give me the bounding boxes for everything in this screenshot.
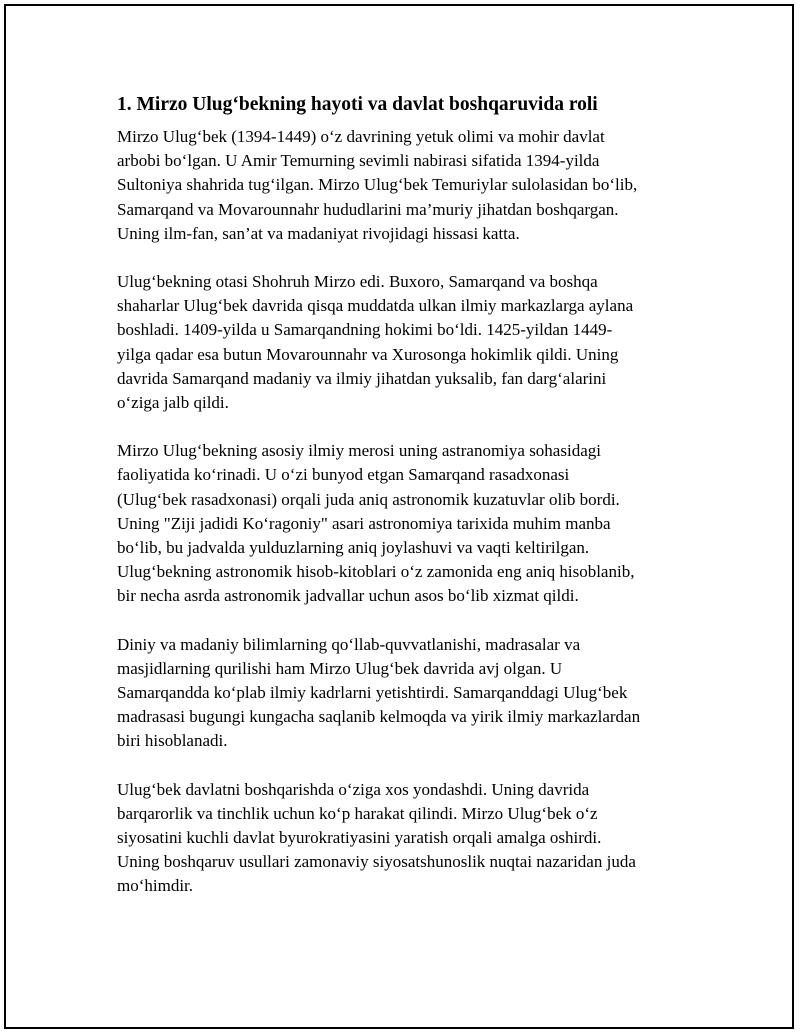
- paragraph-line: (Ulug‘bek rasadxonasi) orqali juda aniq astronomik kuzatuvlar olib bordi.: [117, 489, 620, 509]
- paragraph-line: barqarorlik va tinchlik uchun ko‘p harakat qilindi. Mirzo Ulug‘bek o‘z: [117, 803, 598, 823]
- paragraph-line: Mirzo Ulug‘bekning asosiy ilmiy merosi uning astranomiya sohasidagi: [117, 441, 601, 461]
- paragraph-4: [117, 633, 697, 754]
- paragraph-line: Uning ilm-fan, san’at va madaniyat rivojidagi hissasi katta.: [117, 223, 520, 243]
- paragraph-line: yilga qadar esa butun Movarounnahr va Xurosonga hokimlik qildi. Uning: [117, 344, 619, 364]
- paragraph-line: shaharlar Ulug‘bek davrida qisqa muddatda ulkan ilmiy markazlarga aylana: [117, 296, 634, 316]
- paragraph-line: o‘ziga jalb qildi.: [117, 393, 229, 413]
- paragraph-line: Ulug‘bekning astronomik hisob-kitoblari o‘z zamonida eng aniq hisoblanib,: [117, 562, 635, 582]
- paragraph-line: masjidlarning qurilishi ham Mirzo Ulug‘bek davrida avj olgan. U: [117, 658, 563, 678]
- paragraph-1: [117, 125, 697, 246]
- paragraph-line: Uning "Ziji jadidi Ko‘ragoniy" asari astronomiya tarixida muhim manba: [117, 513, 611, 533]
- paragraph-line: boshladi. 1409-yilda u Samarqandning hokimi bo‘ldi. 1425-yildan 1449-: [117, 320, 613, 340]
- paragraph-line: Uning boshqaruv usullari zamonaviy siyosatshunoslik nuqtai nazaridan juda: [117, 852, 636, 872]
- paragraph-line: Samarqandda ko‘plab ilmiy kadrlarni yetishtirdi. Samarqanddagi Ulug‘bek: [117, 683, 628, 703]
- paragraph-line: Ulug‘bek davlatni boshqarishda o‘ziga xos yondashdi. Uning davrida: [117, 779, 590, 799]
- paragraph-3: [117, 439, 697, 608]
- paragraph-line: Ulug‘bekning otasi Shohruh Mirzo edi. Buxoro, Samarqand va boshqa: [117, 272, 598, 292]
- document-body: [117, 92, 697, 923]
- paragraph-5: [117, 778, 697, 899]
- paragraph-line: bo‘lib, bu jadvalda yulduzlarning aniq joylashuvi va vaqti keltirilgan.: [117, 538, 590, 558]
- paragraph-line: Samarqand va Movarounnahr hududlarini ma’muriy jihatdan boshqargan.: [117, 199, 619, 219]
- paragraph-line: Mirzo Ulug‘bek (1394-1449) o‘z davrining yetuk olimi va mohir davlat: [117, 127, 605, 146]
- paragraph-2: [117, 270, 697, 415]
- paragraph-line: siyosatini kuchli davlat byurokratiyasini yaratish orqali amalga oshirdi.: [117, 828, 602, 848]
- paragraph-line: mo‘himdir.: [117, 876, 194, 896]
- paragraph-line: davrida Samarqand madaniy va ilmiy jihatdan yuksalib, fan darg‘alarini: [117, 368, 607, 388]
- paragraph-line: madrasasi bugungi kungacha saqlanib kelmoqda va yirik ilmiy markazlardan: [117, 707, 641, 727]
- paragraph-line: Sultoniya shahrida tug‘ilgan. Mirzo Ulug‘bek Temuriylar sulolasidan bo‘lib,: [117, 175, 638, 195]
- paragraph-line: Diniy va madaniy bilimlarning qo‘llab-quvvatlanishi, madrasalar va: [117, 634, 581, 654]
- paragraph-line: bir necha asrda astronomik jadvallar uchun asos bo‘lib xizmat qildi.: [117, 586, 579, 606]
- paragraph-line: biri hisoblanadi.: [117, 731, 228, 751]
- paragraph-line: faoliyatida ko‘rinadi. U o‘zi bunyod etgan Samarqand rasadxonasi: [117, 465, 570, 485]
- section-title: 1. Mirzo Ulug‘bekning hayoti va davlat boshqaruvida roli: [117, 94, 598, 115]
- paragraph-line: arbobi bo‘lgan. U Amir Temurning sevimli nabirasi sifatida 1394-yilda: [117, 151, 600, 171]
